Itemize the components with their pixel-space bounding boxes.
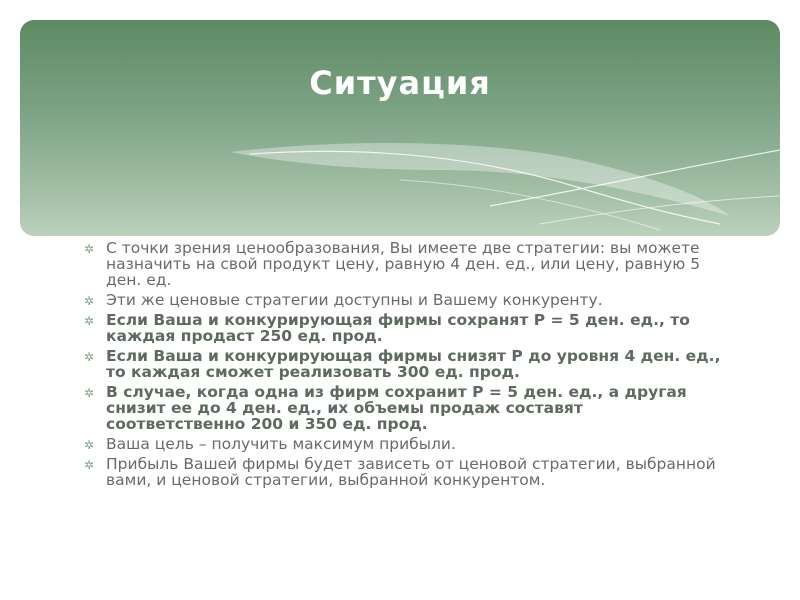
slide-content (84, 240, 724, 492)
list-item-text: Ваша цель – получить максимум прибыли. (106, 435, 456, 453)
list-item-text: Прибыль Вашей фирмы будет зависеть от ценовой стратегии, выбранной вами, и ценовой стратегии, выбранной конкурентом. (106, 455, 716, 489)
page-title-text: Ситуация (309, 64, 491, 102)
list-item-text: Эти же ценовые стратегии доступны и Вашему конкуренту. (106, 291, 603, 309)
wave-decoration (20, 20, 780, 236)
page-title (0, 64, 800, 102)
bullet-icon: ✲ (84, 386, 95, 400)
title-banner (20, 20, 780, 236)
bullet-icon: ✲ (84, 350, 95, 364)
bullet-icon: ✲ (84, 294, 95, 308)
list-item-text: С точки зрения ценообразования, Вы имеете две стратегии: вы можете назначить на свой продукт цену, равную 4 ден. ед., или цену, равную 5 ден. ед. (106, 239, 701, 289)
bullet-icon: ✲ (84, 458, 95, 472)
list-item (84, 292, 724, 308)
bullet-icon: ✲ (84, 314, 95, 328)
list-item-text: Если Ваша и конкурирующая фирмы снизят Р до уровня 4 ден. ед., то каждая сможет реализовать 300 ед. прод. (106, 347, 721, 381)
bullet-icon: ✲ (84, 438, 95, 452)
list-item-text: Если Ваша и конкурирующая фирмы сохранят Р = 5 ден. ед., то каждая продаст 250 ед. прод. (106, 311, 690, 345)
list-item (84, 312, 724, 344)
list-item (84, 456, 724, 488)
list-item-text: В случае, когда одна из фирм сохранит Р = 5 ден. ед., а другая снизит ее до 4 ден. ед., их объемы продаж составят соответственно 200 и 350 ед. прод. (106, 383, 687, 433)
list-item (84, 384, 724, 432)
bullet-list (84, 240, 724, 488)
list-item (84, 436, 724, 452)
list-item (84, 240, 724, 288)
list-item (84, 348, 724, 380)
bullet-icon: ✲ (84, 242, 95, 256)
